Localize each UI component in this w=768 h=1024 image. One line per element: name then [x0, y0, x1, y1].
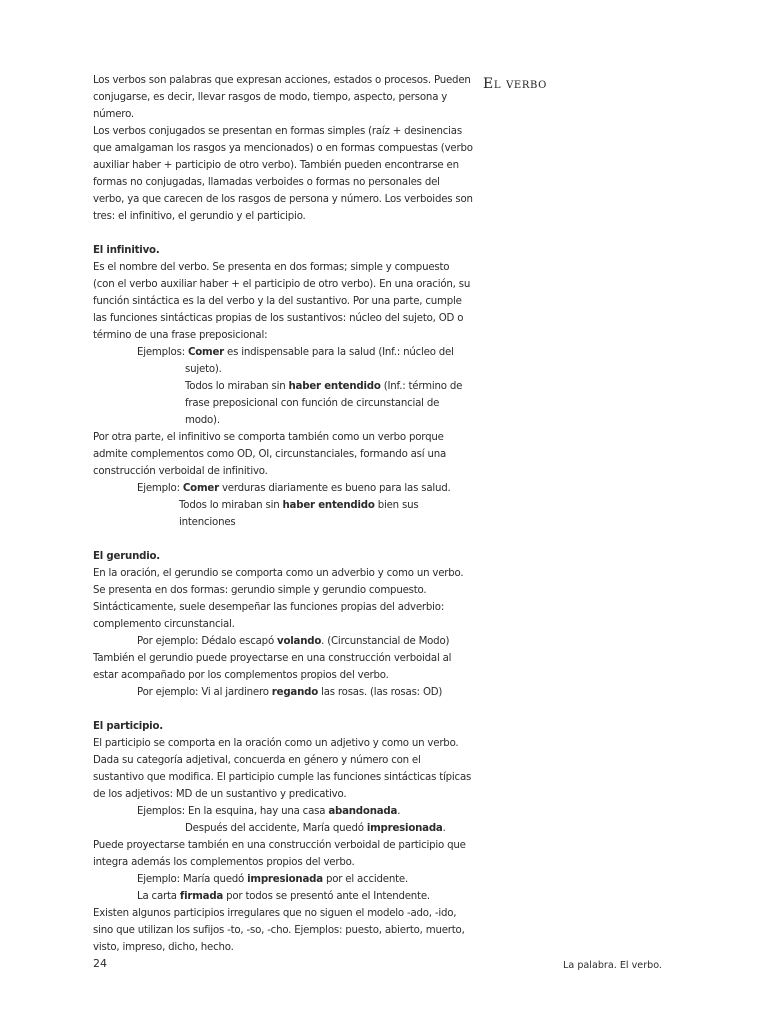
infinitivo-heading: El infinitivo.: [93, 245, 160, 256]
section-title: El verbo: [483, 76, 547, 92]
running-footer: La palabra. El verbo.: [563, 960, 662, 971]
participio-paragraph: Puede proyectarse también en una construcción verboidal de participio que integra además los complementos propios del verbo.: [93, 840, 466, 868]
example-line: Por ejemplo: Dédalo escapó volando. (Circunstancial de Modo): [137, 636, 450, 647]
infinitivo-paragraph: Por otra parte, el infinitivo se comporta también como un verbo porque admite complementos como OD, OI, circunstanciales, formando así una construcción verboidal de infinitivo.: [93, 432, 447, 477]
main-text-column: [93, 72, 473, 956]
example-line: Todos lo miraban sin haber entendido (Inf.: término de frase preposicional con función de circunstancial de modo).: [185, 381, 463, 426]
example-line: Después del accidente, María quedó impresionada.: [185, 823, 446, 834]
example-line: Todos lo miraban sin haber entendido bien sus intenciones: [179, 500, 419, 528]
example-line: La carta firmada por todos se presentó ante el Intendente.: [137, 891, 430, 902]
participio-heading: El participio.: [93, 721, 163, 732]
gerundio-paragraph: En la oración, el gerundio se comporta como un adverbio y como un verbo. Se presenta en dos formas: gerundio simple y gerundio compuesto. Sintácticamente, suele desempeñar las funciones propias del adverbio: complemento circunstancial.: [93, 568, 464, 630]
participio-paragraph: Existen algunos participios irregulares que no siguen el modelo -ado, -ido, sino que utilizan los sufijos -to, -so, -cho. Ejemplos: puesto, abierto, muerto, visto, impreso, dicho, hecho.: [93, 908, 465, 953]
example-line: Ejemplos: En la esquina, hay una casa abandonada.: [137, 806, 401, 817]
participio-paragraph: El participio se comporta en la oración como un adjetivo y como un verbo. Dada su categoría adjetival, concuerda en género y número con el sustantivo que modifica. El participio cumple las funciones sintácticas típicas de los adjetivos: MD de un sustantivo y predicativo.: [93, 738, 472, 800]
intro-paragraph: Los verbos son palabras que expresan acciones, estados o procesos. Pueden conjugarse, es decir, llevar rasgos de modo, tiempo, aspecto, persona y número.: [93, 75, 471, 120]
intro-paragraph: Los verbos conjugados se presentan en formas simples (raíz + desinencias que amalgaman los rasgos ya mencionados) o en formas compuestas (verbo auxiliar haber + participio de otro verbo). También pueden encontrarse en formas no conjugadas, llamadas verboides o formas no personales del verbo, ya que carecen de los rasgos de persona y número. Los verboides son tres: el infinitivo, el gerundio y el participio.: [93, 126, 473, 222]
infinitivo-paragraph: Es el nombre del verbo. Se presenta en dos formas; simple y compuesto (con el verbo auxiliar haber + el participio de otro verbo). En una oración, su función sintáctica es la del verbo y la del sustantivo. Por una parte, cumple las funciones sintácticas propias de los sustantivos: núcleo del sujeto, OD o término de una frase preposicional:: [93, 262, 471, 341]
example-line: Ejemplo: Comer verduras diariamente es bueno para las salud.: [137, 483, 451, 494]
example-line: Por ejemplo: Vi al jardinero regando las rosas. (las rosas: OD): [137, 687, 443, 698]
example-line: Ejemplo: María quedó impresionada por el accidente.: [137, 874, 408, 885]
gerundio-paragraph: También el gerundio puede proyectarse en una construcción verboidal al estar acompañado por los complementos propios del verbo.: [93, 653, 452, 681]
page-number: 24: [93, 957, 107, 970]
gerundio-heading: El gerundio.: [93, 551, 160, 562]
example-line: Ejemplos: Comer es indispensable para la salud (Inf.: núcleo del sujeto).: [137, 347, 454, 375]
